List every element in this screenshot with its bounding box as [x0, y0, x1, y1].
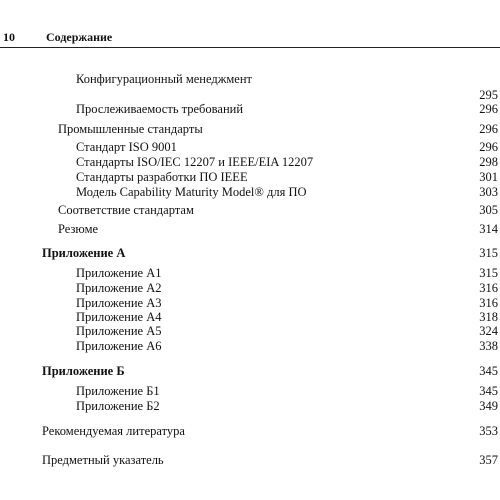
- toc-entry-page: 353: [479, 424, 498, 438]
- toc-entry-page: 345: [479, 384, 498, 398]
- toc-entry-title: Рекомендуемая литература: [42, 424, 185, 438]
- page-number: 10: [3, 30, 15, 44]
- header-rule: [0, 47, 500, 48]
- toc-entry: [0, 324, 500, 340]
- toc-entry-page: 338: [479, 339, 498, 353]
- toc-entry: [0, 424, 500, 440]
- toc-entry: [0, 399, 500, 415]
- toc-entry: [0, 102, 500, 118]
- toc-entry: [0, 364, 500, 380]
- running-header: [0, 30, 500, 46]
- toc-entry-title: Модель Capability Maturity Model® для ПО: [76, 185, 307, 199]
- toc-entry-page: 305: [479, 203, 498, 217]
- toc-entry-title: Прослеживаемость требований: [76, 102, 244, 116]
- toc-entry-page: 301: [479, 170, 498, 184]
- toc-entry-page: 318: [479, 310, 498, 324]
- toc-entry: [0, 281, 500, 297]
- toc-entry: [0, 122, 500, 138]
- toc-entry-page: 314: [479, 222, 498, 236]
- toc-entry-title: Стандарты разработки ПО IEEE: [76, 170, 248, 184]
- toc-entry-title: Приложение А2: [76, 281, 162, 295]
- toc-entry: [0, 72, 500, 88]
- toc-entry-page: 349: [479, 399, 498, 413]
- toc-entry-title: Стандарты ISO/IEC 12207 и IEEE/EIA 12207: [76, 155, 314, 169]
- toc-entry-page: 315: [479, 266, 498, 280]
- toc-entry-title: Приложение А5: [76, 324, 162, 338]
- toc-entry: [0, 140, 500, 156]
- toc-entry-title: Предметный указатель: [42, 453, 164, 467]
- toc-entry: [0, 203, 500, 219]
- toc-entry: [0, 339, 500, 355]
- toc-entry-title: Приложение А3: [76, 296, 162, 310]
- toc-entry-title: Соответствие стандартам: [58, 203, 194, 217]
- toc-entry: [0, 246, 500, 262]
- toc-entry-page: 298: [479, 155, 498, 169]
- toc-entry-page: 303: [479, 185, 498, 199]
- toc-entry-title: Приложение А1: [76, 266, 162, 280]
- running-title: Содержание: [46, 30, 113, 44]
- toc-entry-page: 316: [479, 281, 498, 295]
- toc-entry-page: 345: [479, 364, 498, 378]
- toc-entry-page: 357: [479, 453, 498, 467]
- toc-entry: [0, 453, 500, 469]
- toc-entry-title: Стандарт ISO 9001: [76, 140, 177, 154]
- toc-entry-title: Резюме: [58, 222, 99, 236]
- toc-entry: [0, 185, 500, 201]
- toc-entry-title: Приложение А6: [76, 339, 162, 353]
- toc-entry-title: Приложение А: [42, 246, 126, 260]
- toc-entry: [0, 170, 500, 186]
- toc-entry: [0, 222, 500, 238]
- toc-entry-page: 296: [479, 122, 498, 136]
- toc-entry: [0, 266, 500, 282]
- toc-entry-title: Промышленные стандарты: [58, 122, 203, 136]
- toc-entry-page: 316: [479, 296, 498, 310]
- toc-entry-page: 296: [479, 140, 498, 154]
- toc-entry-page: 315: [479, 246, 498, 260]
- toc-entry-page: 324: [479, 324, 498, 338]
- toc-entry-title: Приложение А4: [76, 310, 162, 324]
- toc-entry-title: Конфигурационный менеджмент: [76, 72, 252, 86]
- toc-entry: [0, 384, 500, 400]
- toc-entry-page: 296: [479, 102, 498, 116]
- toc-entry-title: Приложение Б1: [76, 384, 160, 398]
- toc-entry-title: Приложение Б: [42, 364, 125, 378]
- toc-entry-title: Приложение Б2: [76, 399, 160, 413]
- toc-entry-page: 295: [479, 88, 498, 102]
- toc-entry: [0, 155, 500, 171]
